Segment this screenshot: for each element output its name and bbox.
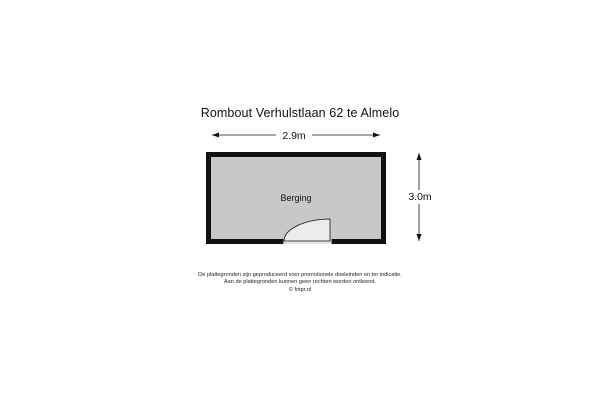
width-label: 2.9m bbox=[282, 130, 306, 142]
disclaimer-line-2: Aan de plattegronden kunnen geen rechten worden ontleend. bbox=[223, 279, 377, 286]
width-dimension bbox=[212, 128, 380, 142]
room-label: Berging bbox=[280, 193, 312, 203]
height-dimension bbox=[403, 153, 437, 241]
disclaimer-line-3: © fotpr.nl bbox=[288, 286, 312, 293]
height-label: 3.0m bbox=[408, 191, 432, 203]
plan-title: Rombout Verhulstlaan 62 te Almelo bbox=[200, 106, 400, 120]
disclaimer-line-1: De plattegronden zijn geproduceerd voor promotionele doeleinden en ter indicatie. bbox=[198, 272, 402, 278]
disclaimer bbox=[0, 272, 600, 294]
